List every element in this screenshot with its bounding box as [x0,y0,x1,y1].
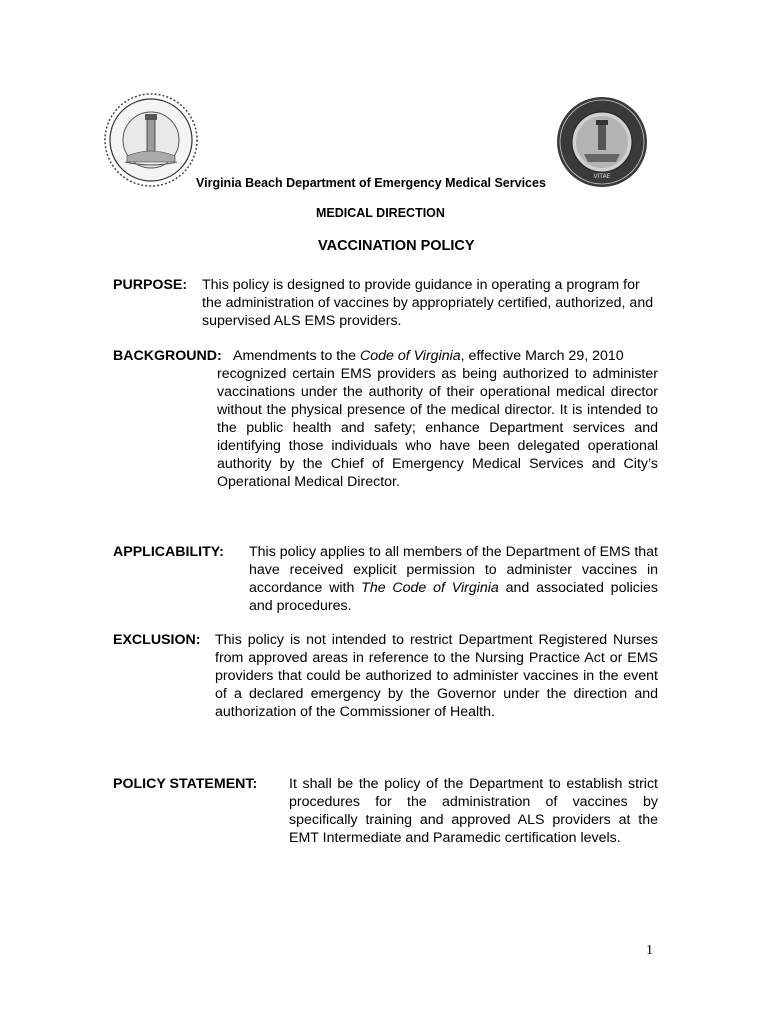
background-text-start: Amendments to the [233,348,360,364]
code-reference: Code of Virginia [359,348,461,364]
background-text: recognized certain EMS providers as being authorized to administer vaccinations under the authority of their operational medical director without the physical presence of the medical director. It is intended to the public health and safety; enhance Department services and identifying those individuals who have been delegated operational authority by the Chief of Emergency Medical Services and City’s Operational Medical Director. [217,366,658,490]
page-number: 1 [646,943,653,958]
applicability-text-start: This policy applies to all members of the Department of EMS that have received explicit permission to administer vaccines in accordance with [249,544,658,596]
applicability-text-end: and associated policies and procedures. [249,580,658,614]
section-label: PURPOSE: [113,277,188,293]
city-seal-logo [103,92,199,188]
section-label: POLICY STATEMENT: [113,776,258,792]
emergency-medical-services-seal-icon [556,96,648,188]
ems-seal-logo [556,96,648,188]
department-name: Virginia Beach Department of Emergency Medical Services [196,176,546,190]
svg-text:VITAE: VITAE [593,173,611,180]
section-text: This policy is not intended to restrict Department Registered Nurses from approved areas in reference to the Nursing Practice Act or EMS providers that could be authorized to administer vaccines in the event of a declared emergency by the Governor under the direction and authorization of the Commissioner of Health. [215,632,658,720]
code-reference: The Code of Virginia [361,580,499,596]
background-first-line [233,347,624,365]
section-text: This policy is designed to provide guidance in operating a program for the administration of vaccines by appropriately certified, authorized, and supervised ALS EMS providers. [202,277,654,329]
page-title: VACCINATION POLICY [318,238,475,254]
section-label: APPLICABILITY: [113,544,224,560]
section-label: EXCLUSION: [113,632,201,648]
division-name: MEDICAL DIRECTION [316,206,445,220]
section-text: It shall be the policy of the Department to establish strict procedures for the administration of vaccines by specifically training and approved ALS providers at the EMT Intermediate and Paramedic certification levels. [289,776,658,846]
section-label: BACKGROUND: [113,348,222,364]
city-of-virginia-beach-seal-icon [103,92,199,188]
background-text-date: , effective March 29, 2010 [460,348,624,364]
section-text [249,543,658,615]
